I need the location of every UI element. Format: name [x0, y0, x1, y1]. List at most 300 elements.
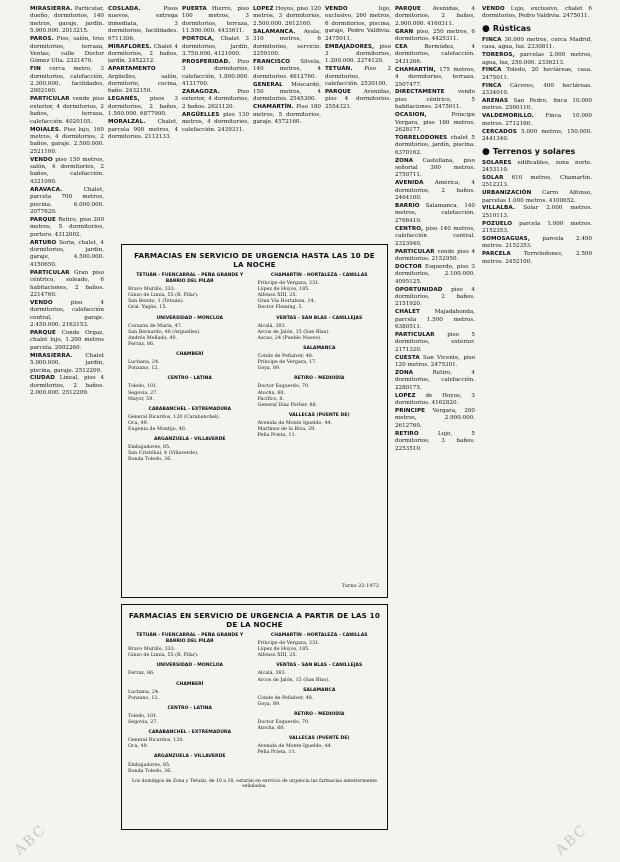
pharmacy-address: Ronda Toledo, 36.	[128, 457, 172, 463]
pharmacy-address: Doctor Fleming, 3.	[257, 305, 304, 311]
pharmacy-address: Ponzano, 12.	[128, 695, 160, 701]
pharmacy-address: Doctor Esquerdo, 70.	[257, 720, 310, 726]
ad-heading: VILLALBA.	[482, 205, 516, 212]
bullet-icon: ●	[482, 23, 490, 34]
ad-heading: PARQUE	[30, 329, 56, 336]
ad-heading: CHAMARTÍN,	[395, 66, 436, 73]
classified-ad	[30, 127, 104, 157]
ad-heading: GRAN	[395, 28, 414, 35]
ad-heading: PARCELA	[482, 251, 511, 258]
ad-heading: VENDO	[30, 156, 53, 163]
pharmacy-box-night-title: FARMACIAS EN SERVICIO DE URGENCIA A PARTIR DE LAS 10 DE LA NOCHE	[128, 611, 381, 629]
ad-text: Piso 180 metros, 5 dormitorios, garaje. 4572160.	[253, 104, 321, 126]
pharmacy-address: Oca, 49.	[128, 420, 149, 426]
classified-ad	[482, 83, 592, 98]
pharmacy-address: Alfonso XIII, 25.	[257, 293, 297, 299]
pharmacy-zone-heading: CHAMARTÍN - HORTALEZA - CANILLAS	[270, 633, 368, 638]
classified-ad	[395, 158, 475, 180]
classified-ad	[395, 44, 475, 66]
ad-text: vende piso 4 dormitorios. 2152950.	[395, 248, 475, 262]
classified-ad	[482, 113, 592, 128]
section-solares-heading: ● Terrenos y solares	[482, 146, 576, 157]
ad-heading: PARQUE	[30, 216, 56, 223]
classified-ad	[395, 89, 475, 111]
classified-ad	[482, 98, 592, 113]
classified-column-6	[395, 6, 475, 856]
pharmacy-box-night-left	[128, 633, 252, 775]
classified-ad	[182, 6, 249, 36]
ad-text: Gran piso céntrico, soleado, 6 habitaciones, 2 baños. 2214760.	[30, 269, 104, 298]
ad-heading: GENERAL	[253, 81, 283, 88]
ad-text: Piso lujo, 160 metros, 4 dormitorios, 2 baños, garaje. 2.500.000. 2521100.	[30, 126, 104, 155]
pharmacy-address: General Díaz Porlier, 88.	[257, 402, 318, 408]
ad-heading: BARRIO	[395, 203, 420, 210]
ad-text: 5.000 metros, 150.000. 2441340.	[482, 128, 592, 143]
classified-ad	[108, 119, 178, 141]
ad-heading: VENDO	[325, 6, 348, 12]
classified-ad	[395, 431, 475, 453]
ad-heading: ARGÜELLES	[182, 111, 220, 118]
ad-heading: SALAMANCA.	[253, 28, 296, 35]
pharmacy-address: Corazón de María, 47.	[128, 323, 183, 329]
ad-heading: VENDO	[482, 6, 505, 12]
ad-heading: ZONA	[395, 157, 414, 164]
pharmacy-address: Atocha, 60.	[257, 390, 286, 396]
classified-column-2	[108, 6, 178, 244]
pharmacy-address: Príncipe de Vergara, 231.	[257, 641, 320, 647]
pharmacy-address: Toledo, 101.	[128, 384, 158, 390]
pharmacy-address: Peña Prieta, 11.	[257, 433, 297, 439]
section-rusticas-heading: ● Rústicas	[482, 23, 531, 34]
classified-ad	[30, 270, 104, 300]
pharmacy-address: Arcos de Jalón, 15 (San Blas).	[257, 329, 330, 335]
pharmacy-box-day-title: FARMACIAS EN SERVICIO DE URGENCIA HASTA LAS 10 DE LA NOCHE	[134, 251, 375, 269]
ad-text: Silvela, 140 metros, 4 dormitorios. 4612760.	[253, 58, 321, 80]
ad-heading: MIRASIERRA.	[30, 352, 73, 359]
ad-text: Vergara, 200 metros, 2.900.000. 2612760.	[395, 408, 475, 429]
ad-heading: OCASION,	[395, 112, 427, 119]
ad-heading: ARTURO	[30, 239, 57, 246]
classified-ad	[395, 309, 475, 331]
pharmacy-address: Goya, 89.	[257, 701, 281, 707]
ad-text: piso 4 dormitorios, 2 baños. 2151920.	[395, 286, 475, 308]
ad-heading: PARQUE	[325, 88, 351, 95]
pharmacy-address: Ginzo de Limia, 55 (B. Pilar).	[128, 653, 199, 659]
pharmacy-zone-heading: TETUÁN - FUENCARRAL - PEÑA GRANDE Y BARRIO DEL PILAR	[136, 273, 244, 285]
col7-intro	[482, 6, 592, 21]
solares-list	[482, 160, 592, 267]
classified-ad	[482, 175, 592, 190]
ad-text: piso 140 metros, calefacción central. 2323940.	[395, 225, 475, 247]
pharmacy-address: Gral. Yagüe, 15.	[128, 305, 167, 311]
pharmacy-address: Oca, 49.	[128, 744, 149, 750]
pharmacy-address: Segovia, 27.	[128, 720, 158, 726]
ad-text: Particular, dueño, dormitorios, 140 metros, garaje, jardín. 5.900.000. 2013215.	[30, 6, 104, 35]
pharmacy-address: Mayor, 59.	[128, 396, 154, 402]
ad-text: Esquerdo, piso 3 dormitorios, 2.100.000. 4095125.	[395, 263, 475, 285]
pharmacy-zone-heading: CHAMBERÍ	[176, 352, 204, 358]
ad-text: Finca 10.000 metros. 2712160.	[482, 113, 592, 127]
classified-ad	[30, 353, 104, 375]
ad-heading: TETUÁN.	[325, 66, 353, 73]
classified-ad	[30, 6, 104, 36]
pharmacy-address: Alfonso XIII, 25.	[257, 653, 297, 659]
pharmacy-address: Eugenia de Montijo, 40.	[128, 426, 187, 432]
classified-ad	[325, 89, 391, 111]
ad-text: Torrelodones, 2.500 metros. 2452100.	[482, 251, 592, 265]
classified-ad	[108, 66, 178, 96]
pharmacy-address: Toledo, 101.	[128, 713, 158, 719]
pharmacy-address: Andrés Mellado, 40.	[128, 335, 178, 341]
pharmacy-zone-heading: CHAMBERÍ	[176, 681, 204, 687]
pharmacy-address: López de Hoyos, 185.	[257, 647, 310, 653]
ad-heading: CIUDAD	[30, 375, 55, 382]
pharmacy-zone-heading: SALAMANCA	[303, 345, 336, 351]
ad-text: de Hoyos, 3 dormitorios. 4162820.	[395, 392, 475, 407]
ad-heading: FRANCISCO	[253, 58, 291, 65]
ad-text: Lujo, 5 dormitorios, 3 baños. 2253510.	[395, 430, 475, 452]
ad-heading: PRINCIPE	[395, 408, 426, 415]
classified-ad	[482, 221, 592, 236]
ad-heading: MORALZAL.	[108, 119, 146, 126]
ad-text: parcelas 2.000 metros, agua, luz, 250.000. 2336213.	[482, 52, 592, 66]
ad-text: San Vicente, piso 120 metros. 2475301.	[395, 354, 475, 369]
pharmacy-address: Avenida de Monte Igueldo, 44.	[257, 420, 333, 426]
ad-text: Avenidas, 4 dormitorios, 2 baños, 2.900.000. 4160311.	[395, 6, 475, 27]
classified-ad	[395, 203, 475, 225]
pharmacy-address: Atocha, 60.	[257, 726, 286, 732]
ad-heading: ZARAGOZA.	[182, 88, 220, 95]
ad-text: piso, 250 metros, 6 dormitorios. 4425311.	[395, 28, 475, 43]
ad-text: Moscardó, 150 metros, 4 dormitorios. 2545300.	[253, 81, 321, 103]
ad-heading: PARTICULAR	[30, 269, 70, 276]
classified-ad	[395, 332, 475, 354]
classified-column-7	[482, 6, 592, 856]
pharmacy-zone-heading: CARABANCHEL - EXTREMADURA	[148, 406, 232, 412]
ad-heading: MOIALES.	[30, 126, 62, 133]
ad-text: Chalet 4 dormitorios, 2 baños, jardín. 2452212.	[108, 43, 178, 65]
ad-heading: TOREROS,	[482, 52, 515, 59]
ad-text: Retiro, piso 200 metros, 5 dormitorios, portero. 4312002.	[30, 216, 104, 238]
ad-heading: MIRASIERRA.	[30, 6, 73, 12]
classified-ad	[395, 393, 475, 408]
pharmacy-address: Martínez de la Riva, 29.	[257, 426, 316, 432]
ad-text: piso 5 dormitorios, exterior. 2171320.	[395, 331, 475, 353]
pharmacy-box-night-right	[258, 633, 382, 775]
pharmacy-zone-heading: CARABANCHEL - EXTREMADURA	[148, 730, 232, 736]
ad-heading: EMBAJADORES,	[325, 43, 375, 50]
classified-ad	[395, 226, 475, 248]
classified-ad	[482, 190, 592, 205]
classified-ad	[30, 157, 104, 187]
ad-heading: PROSPERIDAD.	[182, 58, 231, 65]
ad-heading: VALDEMORILLO.	[482, 113, 535, 120]
pharmacy-address: Príncipe de Vergara, 231.	[257, 281, 320, 287]
ad-text: Argüelles, salón, dormitorio, cocina, baño. 2432150.	[108, 73, 178, 95]
ad-heading: ARAVACA.	[30, 186, 63, 193]
ad-text: Solar 2.000 metros. 2510113.	[482, 205, 592, 219]
ad-heading: URBANIZACIÓN	[482, 190, 532, 197]
ad-heading: FIN	[30, 66, 41, 73]
ad-text: Pisos nuevos, entrega inmediata, 3 dormitorios, facilidades. 6711306.	[108, 6, 178, 42]
pharmacy-address: Conde de Peñalver, 48.	[257, 354, 314, 360]
pharmacy-address: San Bernardo, 48 (Arguelles).	[128, 329, 201, 335]
ad-heading: SOMOSAGUAS,	[482, 236, 531, 243]
rusticas-list	[482, 37, 592, 144]
ad-heading: COSLADA.	[108, 6, 141, 12]
ad-text: Piso exterior, 4 dormitorios, 2 baños. 2621120.	[182, 88, 249, 110]
classified-ad	[182, 59, 249, 89]
pharmacy-address: Arcos de Jalón, 15 (San Blas).	[257, 677, 330, 683]
classified-ad	[482, 236, 592, 251]
ad-text: San Pedro, finca 10.000 metros. 2560110.	[482, 98, 592, 112]
pharmacy-address: Luchana, 24.	[128, 689, 160, 695]
pharmacy-address: Gran Vía Hortaleza, 14.	[257, 299, 316, 305]
abc-watermark-right: ABC	[552, 821, 591, 859]
ad-text: edificables, zona norte. 2453110.	[482, 159, 592, 173]
classified-ad	[30, 240, 104, 270]
classified-ad	[395, 29, 475, 44]
pharmacy-zone-heading: RETIRO - MEDIODÍA	[294, 711, 345, 717]
ad-text: Piso 3 dormitorios, calefacción, 1.800.000. 4131700.	[182, 58, 249, 88]
ad-heading: APARTAMENTO	[108, 66, 156, 73]
ad-text: Salamanca, 140 metros, calefacción. 2766410.	[395, 203, 475, 224]
ad-heading: PARQUE	[395, 6, 421, 12]
ad-heading: CENTRO,	[395, 225, 424, 232]
pharmacy-box-day-right	[258, 273, 382, 463]
ad-text: Chalet 3 dormitorios, jardín, 3.750.000. 4121000.	[182, 36, 249, 57]
ad-text: 175 metros, 4 dormitorios, terraza. 2507477.	[395, 66, 475, 88]
ad-text: Ayala, 310 metros, 6 dormitorios, servicio. 2259100.	[253, 28, 321, 57]
pharmacy-zone-heading: SALAMANCA	[303, 687, 336, 693]
pharmacy-zone-heading: VENTAS - SAN BLAS - CANILLEJAS	[276, 315, 363, 321]
pharmacy-box-day	[121, 244, 388, 598]
pharmacy-zone-heading: ARGANZUELA - VILLAVERDE	[153, 437, 226, 443]
ad-heading: LOPEZ	[253, 6, 274, 12]
ad-text: lujo, exclusivo, 260 metros, 6 dormitorios, piscina, garaje, Pedro Valdivia. 2475011.	[325, 6, 391, 42]
pharmacy-zone-heading: UNIVERSIDAD - MONCLOA	[156, 315, 224, 321]
pharmacy-address: Ferraz, 86.	[128, 341, 155, 347]
classified-ad	[325, 6, 391, 43]
classified-ad	[395, 249, 475, 264]
classified-ad	[395, 6, 475, 28]
ad-text: vendo piso céntrico, 5 habitaciones. 2475011.	[395, 89, 475, 111]
pharmacy-zone-heading: TETUÁN - FUENCARRAL - PEÑA GRANDE Y BARRIO DEL PILAR	[136, 633, 244, 645]
ad-heading: LEGANÉS,	[108, 96, 140, 103]
ad-text: Conde Orgaz, chalet lujo, 1.200 metros parcela. 2002260.	[30, 329, 104, 351]
pharmacy-box-day-left	[128, 273, 252, 463]
classified-ad	[395, 355, 475, 370]
ad-text: Castellana, piso señorial 300 metros. 2750711.	[395, 157, 475, 179]
ad-heading: PUERTA	[182, 6, 207, 12]
classified-ad	[395, 287, 475, 309]
pharmacy-address: Peña Prieta, 11.	[257, 750, 297, 756]
classified-ad	[325, 44, 391, 66]
ad-text: Lujo, exclusivo, chalet 6 dormitorios, Pedro Valdivia. 2475011.	[482, 6, 592, 20]
ad-text: Chalet, parcela 700 metros, piscina. 6.000.000. 2077620.	[30, 186, 104, 215]
pharmacy-zone-heading: CENTRO - LATINA	[167, 376, 212, 382]
ad-heading: PARTICULAR	[30, 96, 70, 103]
pharmacy-address: San Benito, 1 (Tetuán).	[128, 299, 185, 305]
ad-text: Lineal, piso 4 dormitorios, 2 baños. 2.000.000. 2512209.	[30, 375, 104, 397]
pharmacy-box-night	[121, 604, 388, 830]
pharmacy-zone-heading: CENTRO - LATINA	[167, 705, 212, 711]
pharmacy-address: San Cristóbal, 4 (Villaverde).	[128, 451, 199, 457]
ad-text: Hierro, piso 100 metros, 3 dormitorios, terraza, 11.500.000. 4433611.	[182, 6, 249, 35]
classified-ad	[30, 96, 104, 126]
pharmacy-zone-heading: RETIRO - MEDIODÍA	[294, 376, 345, 382]
classified-ad	[108, 44, 178, 66]
ad-text: Avenidas, piso 4 dormitorios. 2554321.	[325, 88, 391, 110]
ad-heading: POZUELO	[482, 220, 513, 227]
ad-text: Soria, chalet, 4 dormitorios, jardín, garaje, 4.500.000. 4150650.	[30, 239, 104, 268]
pharmacy-zone-heading: UNIVERSIDAD - MONCLOA	[156, 663, 224, 669]
classified-ad	[30, 36, 104, 66]
pharmacy-address: Embajadores, 85.	[128, 762, 171, 768]
classified-ad	[482, 37, 592, 52]
pharmacy-address: Doctor Esquerdo, 70.	[257, 384, 310, 390]
ad-heading: ZONA	[395, 370, 414, 376]
classified-column-1	[30, 6, 104, 856]
ad-text: piso 3 dormitorios, 1.200.000. 2274120.	[325, 43, 391, 65]
pharmacy-zone-heading: CHAMARTÍN - HORTALEZA - CANILLAS	[270, 273, 368, 278]
ad-text: Piso, salón, tres dormitorios, terraza, Ventas, calle Doctor Gómez Ulla. 2321470.	[30, 36, 104, 65]
ad-text: Cáceres, 400 hectáreas. 2334010.	[482, 82, 592, 97]
classified-ad	[30, 330, 104, 352]
ad-text: Majadahonda, parcela 1.500 metros. 6380511.	[395, 309, 475, 331]
ad-heading: CEA	[395, 44, 408, 51]
classified-ad	[482, 52, 592, 67]
classified-ad	[325, 66, 391, 88]
pharmacy-zone-heading: VALLECAS (PUENTE DE)	[288, 412, 350, 418]
pharmacy-address: Ferraz, 86.	[128, 671, 155, 677]
classified-ad	[395, 264, 475, 286]
classified-ad	[253, 59, 321, 81]
classified-ad	[395, 180, 475, 202]
ad-heading: CERCADOS	[482, 128, 517, 135]
classified-ad	[253, 29, 321, 59]
ad-text: Retiro, 4 dormitorios, calefacción. 2280175.	[395, 370, 475, 391]
ad-text: vende piso exterior, 4 dormitorios, 2 baños, terraza, calefacción. 4020105.	[30, 96, 104, 125]
classified-ad	[182, 89, 249, 111]
ad-heading: FINCA	[482, 36, 502, 43]
pharmacy-zone-heading: VENTAS - SAN BLAS - CANILLEJAS	[276, 663, 363, 669]
pharmacy-address: General Ricardos, 120 (Carabanchel).	[128, 414, 221, 420]
pharmacy-zone-heading: ARGANZUELA - VILLAVERDE	[153, 754, 226, 760]
ad-text: 30.000 metros, cerca Madrid, casa, agua, luz. 2330811.	[482, 36, 592, 51]
classified-ad	[482, 129, 592, 144]
classified-ad	[30, 66, 104, 96]
classified-ad	[253, 82, 321, 104]
classified-ad	[482, 67, 592, 82]
ad-text: pisos 3 dormitorios, 2 baños, 1.500.000. 6877900.	[108, 96, 178, 118]
ad-heading: PARTICULAR	[395, 248, 435, 255]
classified-ad	[182, 36, 249, 58]
classified-ad	[30, 187, 104, 217]
pharmacy-address: López de Hoyos, 185.	[257, 287, 310, 293]
ad-text: parcela 2.400 metros. 2152353.	[482, 236, 592, 250]
pharmacy-address: Bravo Murillo, 333.	[128, 287, 176, 293]
ad-text: parcela 1.000 metros. 2152353.	[482, 220, 592, 235]
ad-heading: OPORTUNIDAD	[395, 286, 443, 293]
ad-text: Hoyos, piso 120 metros, 3 dormitorios, 2.500.000. 2612160.	[253, 6, 321, 27]
classified-ad	[482, 160, 592, 175]
ad-heading: SOLARES	[482, 159, 512, 166]
ad-text: 610 metros, Chamartín. 2512213.	[482, 174, 592, 189]
pharmacy-address: Ascao, 24 (Pueblo Nuevo).	[257, 335, 322, 341]
pharmacy-address: Alcalá, 383.	[257, 323, 287, 329]
ad-text: piso 130 metros, 4 dormitorios, calefacción. 2439311.	[182, 111, 249, 133]
pharmacy-address: Avenida de Monte Igueldo, 44.	[257, 744, 333, 750]
pharmacy-address: Segovia, 27.	[128, 390, 158, 396]
pharmacy-address: Ginzo de Limia, 55 (B. Pilar).	[128, 293, 199, 299]
pharmacy-box-date: Turno 22-1972	[341, 583, 379, 589]
bullet-icon: ●	[482, 146, 490, 157]
classified-ad	[253, 104, 321, 126]
ad-text: chalet 5 dormitorios, jardín, piscina. 6370162.	[395, 134, 475, 156]
classified-ad	[30, 217, 104, 239]
ad-heading: MIRAFLORES.	[108, 43, 152, 50]
classified-ad	[395, 67, 475, 89]
ad-heading: AVENIDA	[395, 180, 424, 187]
classified-ad	[395, 370, 475, 392]
ad-text: Bermúdez, 4 dormitorios, calefacción. 2431266.	[395, 44, 475, 65]
classified-ad	[30, 375, 104, 397]
ad-text: Carro Alfonso, parcelas 1.000 metros. 4100652.	[482, 190, 592, 204]
ad-text: América, 4 dormitorios, 2 baños. 2464100.	[395, 180, 475, 202]
ad-text: Chalet, parcela 900 metros, 4 dormitorios. 2112133.	[108, 119, 178, 140]
ad-text: cerca metro, 3 dormitorios, calefacción, 2.300.000, facilidades, 2002160.	[30, 66, 104, 95]
ad-text: Toledo, 20 hectáreas, casa. 2475011.	[482, 67, 592, 81]
pharmacy-zone-heading: VALLECAS (PUENTE DE)	[288, 736, 350, 742]
abc-watermark-left: ABC	[11, 821, 50, 859]
ad-heading: DIRECTAMENTE	[395, 89, 445, 96]
ad-heading: PAROS.	[30, 36, 54, 43]
pharmacy-address: Luchana, 24.	[128, 360, 160, 366]
ad-text: piso 150 metros, salón, 4 dormitorios, 2 baños, calefacción. 4321090.	[30, 156, 104, 185]
ad-text: piso 4 dormitorios, calefacción central, garaje. 2.450.000. 2162153.	[30, 299, 104, 329]
ad-heading: ARENAS	[482, 98, 509, 105]
ad-text: Príncipe Vergara, piso 160 metros. 2628177.	[395, 112, 475, 133]
ad-heading: FINCA	[482, 67, 502, 74]
ad-heading: LOPEZ	[395, 392, 416, 399]
pharmacy-address: Príncipe de Vergara, 17.	[257, 360, 317, 366]
classified-ad	[253, 6, 321, 28]
ad-heading: CUESTA	[395, 354, 420, 361]
pharmacy-box-footer: Los domingos de Zona y Tetuán, de 10 a 18, estarán en servicio de urgencia las farmacias anteriormente señaladas.	[132, 778, 377, 790]
ad-text: Chalet 5.000.000, jardín, piscina, garaje. 2512209.	[30, 352, 104, 374]
ad-heading: PORTOLA,	[182, 36, 215, 43]
pharmacy-address: General Ricardos, 120.	[128, 738, 184, 744]
classified-ad	[182, 112, 249, 134]
classified-ad	[108, 6, 178, 43]
ad-heading: CHAMARTÍN.	[253, 104, 294, 111]
ad-heading: CHALET	[395, 309, 420, 316]
classified-column-5	[325, 6, 391, 244]
pharmacy-address: Alcalá, 383.	[257, 671, 287, 677]
classified-column-3	[182, 6, 249, 244]
ad-heading: FINCA	[482, 82, 502, 89]
ad-heading: RETIRO	[395, 430, 419, 437]
pharmacy-address: Pacífico, 8.	[257, 396, 284, 402]
pharmacy-address: Embajadores, 85.	[128, 445, 171, 451]
ad-heading: TORRELODONES	[395, 134, 448, 141]
classified-ad	[395, 408, 475, 430]
classified-ad	[482, 6, 592, 21]
ad-heading: DOCTOR	[395, 263, 422, 270]
ad-heading: PARTICULAR	[395, 331, 435, 338]
classified-ad	[395, 112, 475, 134]
